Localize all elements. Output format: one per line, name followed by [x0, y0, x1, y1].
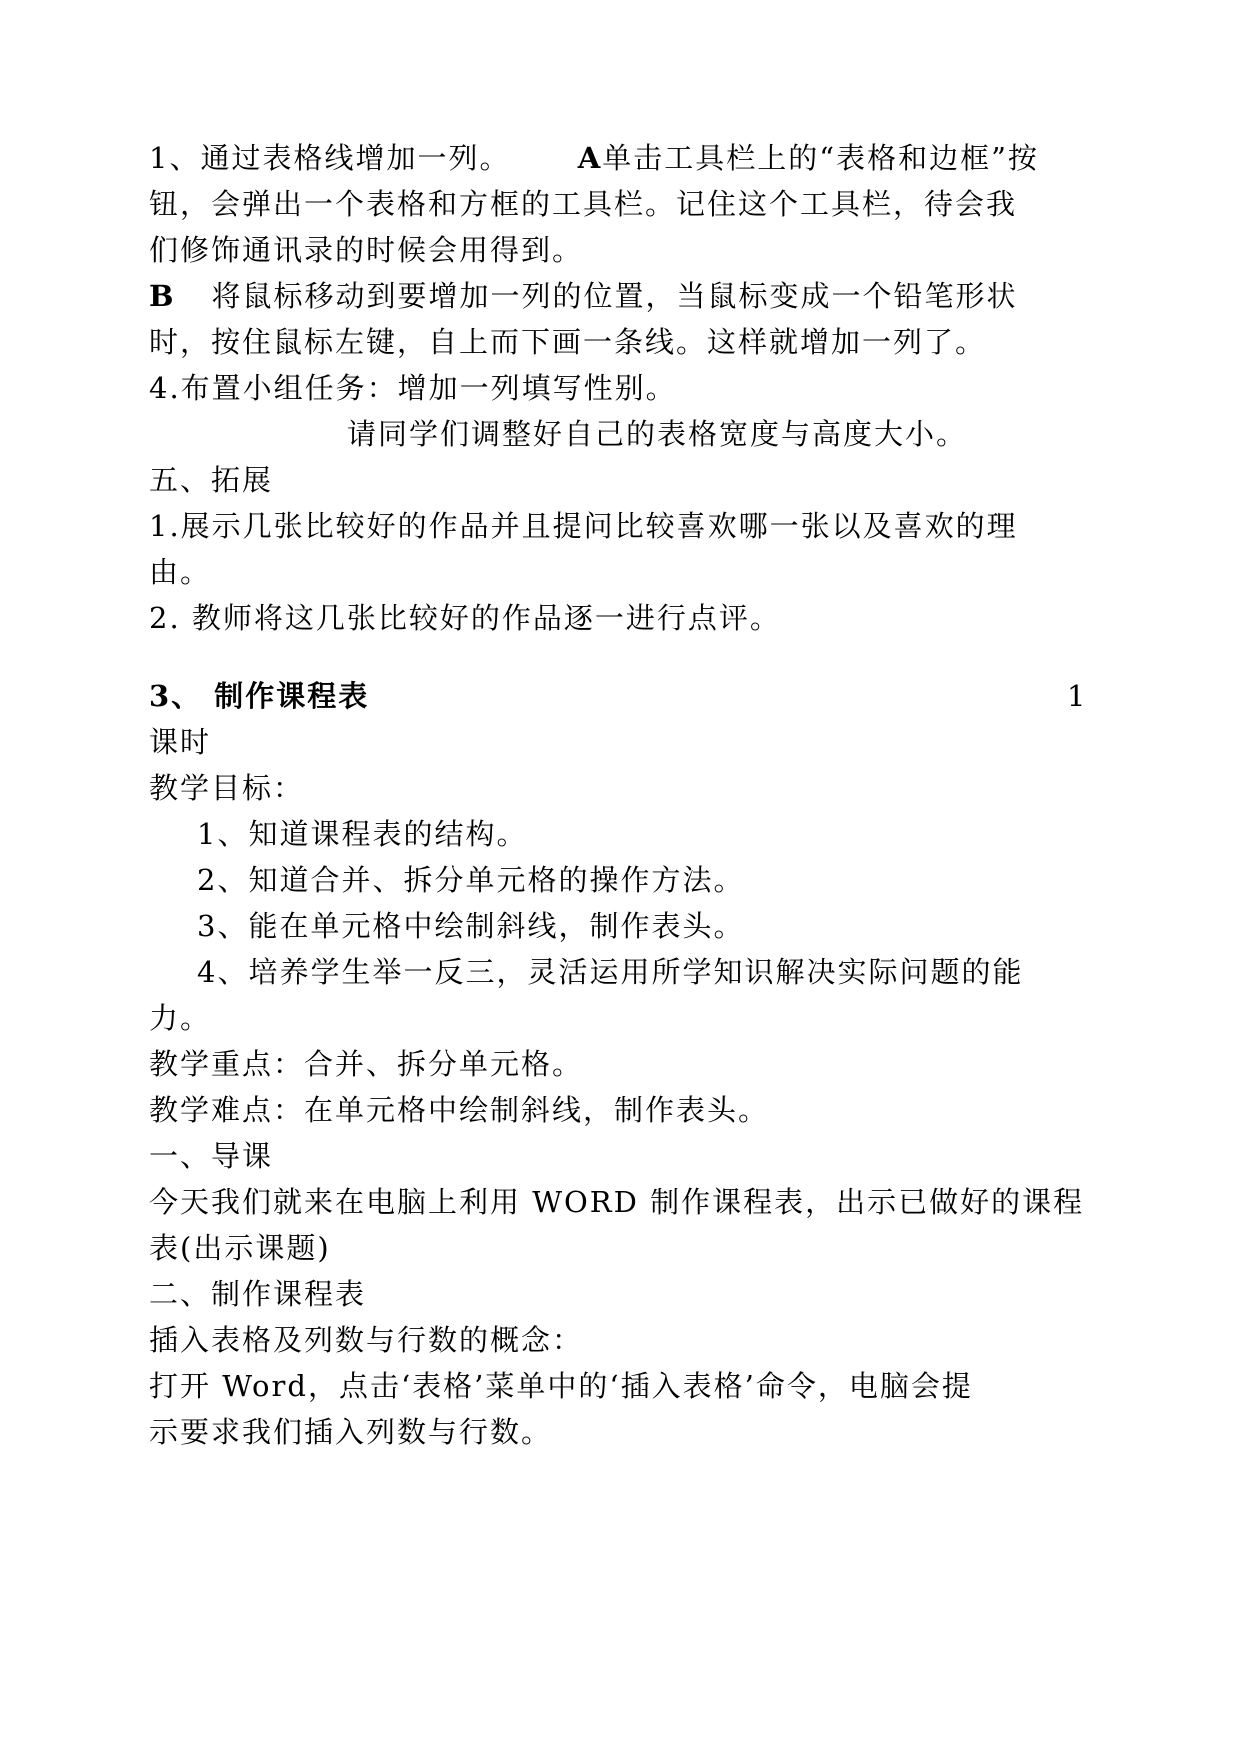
step-b-content: 将鼠标移动到要增加一列的位置，当鼠标变成一个铅笔形状 [211, 279, 1018, 313]
paragraph-line: 们修饰通讯录的时候会用得到。 [149, 233, 584, 267]
step-1-text [149, 138, 1039, 178]
goal-item: 2、知道合并、拆分单元格的操作方法。 [197, 863, 745, 897]
group-task: 4.布置小组任务：增加一列填写性别。 [149, 371, 677, 405]
goal-item-continuation: 力。 [149, 1001, 212, 1035]
section-heading-intro: 一、导课 [149, 1139, 274, 1173]
paragraph-line: 2. 教师将这几张比较好的作品逐一进行点评。 [149, 601, 781, 635]
key-point: 教学重点：合并、拆分单元格。 [149, 1047, 584, 1081]
step-a-marker: A [577, 141, 603, 175]
lesson-title: 3、 制作课程表 [149, 679, 370, 713]
paragraph-line: 钮，会弹出一个表格和方框的工具栏。记住这个工具栏，待会我 [149, 187, 1018, 221]
paragraph-line: 由。 [149, 555, 212, 589]
goal-item: 1、知道课程表的结构。 [197, 817, 528, 851]
section-heading-extension: 五、拓展 [149, 463, 274, 497]
paragraph-line: 今天我们就来在电脑上利用 WORD 制作课程表，出示已做好的课程 [149, 1185, 1085, 1219]
paragraph-line: 打开 Word，点击‘表格’菜单中的‘插入表格’命令，电脑会提 [149, 1369, 973, 1403]
step-1-heading: 1、通过表格线增加一列。 [149, 141, 578, 175]
lesson-hours-unit: 课时 [149, 725, 212, 759]
paragraph-line: 1.展示几张比较好的作品并且提问比较喜欢哪一张以及喜欢的理 [149, 509, 1018, 543]
section-heading-make: 二、制作课程表 [149, 1277, 367, 1311]
paragraph-line: 表(出示课题) [149, 1231, 331, 1265]
step-a-text: 单击工具栏上的“表格和边框”按 [602, 141, 1039, 175]
insert-heading: 插入表格及列数与行数的概念： [149, 1323, 584, 1357]
paragraph-line: 示要求我们插入列数与行数。 [149, 1415, 553, 1449]
paragraph-line: 时，按住鼠标左键，自上而下画一条线。这样就增加一列了。 [149, 325, 987, 359]
adjust-table-note: 请同学们调整好自己的表格宽度与高度大小。 [347, 417, 968, 451]
difficulty: 教学难点：在单元格中绘制斜线，制作表头。 [149, 1093, 770, 1127]
goal-item: 3、能在单元格中绘制斜线，制作表头。 [197, 909, 745, 943]
step-b-marker: B [149, 279, 176, 313]
lesson-hours-number: 1 [1067, 679, 1086, 713]
goals-heading: 教学目标： [149, 771, 305, 805]
goal-item: 4、培养学生举一反三，灵活运用所学知识解决实际问题的能 [197, 955, 1024, 989]
step-b-text [149, 276, 1018, 316]
